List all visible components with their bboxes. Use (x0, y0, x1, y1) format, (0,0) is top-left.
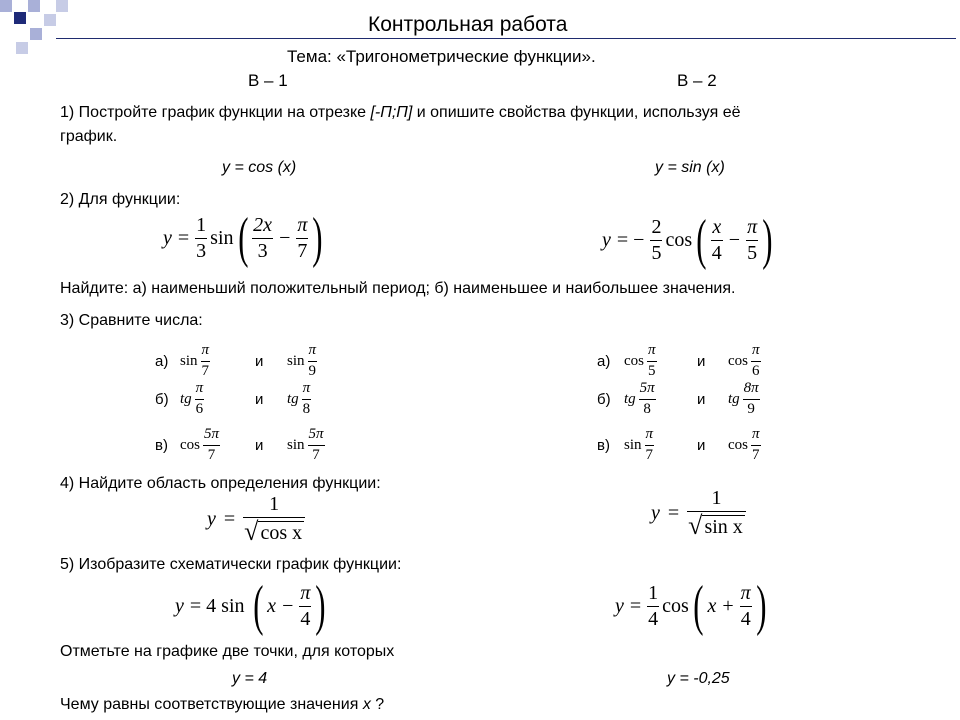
right-paren: ) (755, 575, 767, 637)
angle-fraction: $\frac{\pi}{9}$ (308, 342, 317, 379)
function-name: cos (662, 594, 689, 617)
function-name: tg (180, 390, 192, 407)
task-5-v1-condition: y = 4 (232, 670, 268, 687)
right-paren: ) (315, 575, 326, 637)
angle-fraction: $\frac{\pi}{7}$ (201, 342, 210, 379)
equals-sign: = (223, 507, 236, 530)
function-name: tg (287, 390, 299, 407)
task-5-question (60, 696, 384, 714)
sqrt-icon: √ (688, 511, 703, 540)
comparison-row (155, 342, 317, 380)
task-5-v2-formula (615, 575, 770, 637)
angle-fraction: $\frac{\pi}{5}$ (648, 342, 656, 379)
second-term (728, 427, 761, 464)
amplitude-and-function: = 4 sin (189, 594, 245, 617)
coefficient-fraction: $\frac{1}{4}$ (648, 581, 659, 630)
reciprocal-sqrt-fraction: $\frac{1}{\text{√ cos x}}$ (243, 494, 305, 544)
comparison-letter: в) (155, 436, 168, 454)
angle-fraction: $\frac{5\pi}{7}$ (204, 426, 220, 463)
angle-fraction: $\frac{8\pi}{9}$ (743, 380, 759, 417)
function-name: sin (210, 226, 234, 249)
var-x: x (267, 594, 277, 617)
var-y: y (651, 501, 660, 524)
minus-sign: − (728, 228, 741, 251)
var-y: y (615, 594, 624, 617)
pi-fraction: $\frac{\pi}{4}$ (300, 581, 311, 630)
function-name: sin (624, 436, 642, 453)
left-paren: ( (693, 575, 704, 637)
comparison-row (597, 380, 759, 418)
task-5-v2-condition: y = -0,25 (667, 670, 730, 687)
comparison-row (597, 342, 760, 380)
task-2-v2-formula (602, 209, 777, 271)
topic-line: Тема: «Тригонометрические функции». (287, 47, 596, 66)
task-4-label: 4) Найдите область определения функции: (60, 475, 381, 492)
pi-fraction: $\frac{\pi}{4}$ (740, 581, 751, 630)
argument-fraction: $\frac{2x}{3}$ (253, 213, 273, 262)
comparison-letter: а) (155, 352, 169, 370)
function-name: tg (624, 390, 636, 407)
and-word: и (697, 352, 706, 370)
equals-minus-sign: = − (616, 228, 645, 251)
function-name: tg (728, 390, 740, 407)
left-paren: ( (696, 209, 707, 271)
task-1-text-start: 1) Постройте график функции на отрезке (60, 104, 371, 121)
right-paren: ) (312, 207, 323, 269)
header-rule (56, 38, 956, 39)
task-3-label: 3) Сравните числа: (60, 312, 203, 329)
var-y: y (163, 226, 172, 249)
task-1-text-end: и опишите свойства функции, используя её (412, 104, 741, 121)
equals-sign: = (629, 594, 642, 617)
decor-square (16, 42, 28, 54)
task-5-question-var: x (362, 696, 371, 713)
and-word: и (697, 436, 706, 454)
minus-sign: − (279, 226, 291, 249)
angle-fraction: $\frac{5\pi}{8}$ (639, 380, 655, 417)
comparison-row (155, 380, 311, 418)
second-term (287, 381, 311, 418)
task-4-v2-formula (651, 488, 746, 538)
and-word: и (697, 390, 706, 408)
task-5-question-text: Чему равны соответствующие значения (60, 696, 363, 713)
task-1-v2-function: y = sin (x) (655, 159, 725, 176)
task-4-v1-formula (207, 494, 305, 544)
function-name: sin (287, 352, 305, 369)
left-paren: ( (252, 575, 263, 637)
task-1-segment: [-П;П] (370, 104, 413, 121)
task-5-v1-formula (175, 575, 330, 637)
var-x: x (707, 594, 717, 617)
coefficient-fraction: $\frac{1}{3}$ (196, 213, 207, 262)
page-title: Контрольная работа (368, 13, 568, 36)
angle-fraction: $\frac{\pi}{7}$ (752, 426, 760, 463)
comparison-row (597, 426, 760, 464)
variant-1-label: В – 1 (248, 71, 288, 90)
function-name: cos (624, 352, 644, 369)
task-2-find: Найдите: а) наименьший положительный период; б) наименьшее и наибольшее значения. (60, 280, 736, 297)
decor-square (28, 0, 40, 12)
function-name: cos (728, 352, 748, 369)
second-term (287, 427, 325, 464)
pi-fraction: $\frac{\pi}{5}$ (747, 215, 758, 264)
task-1-text-line2: график. (60, 128, 118, 145)
function-name: cos (665, 228, 693, 251)
task-1-text (60, 104, 741, 122)
coefficient-fraction: $\frac{2}{5}$ (651, 215, 662, 264)
second-term (287, 343, 317, 380)
function-name: sin (287, 436, 305, 453)
comparison-letter: а) (597, 352, 611, 370)
equals-sign: = (667, 501, 680, 524)
angle-fraction: $\frac{\pi}{7}$ (645, 426, 654, 463)
left-paren: ( (237, 207, 248, 269)
function-name: cos (728, 436, 748, 453)
task-5-label: 5) Изобразите схематически график функции: (60, 556, 402, 573)
angle-fraction: $\frac{\pi}{6}$ (195, 380, 204, 417)
angle-fraction: $\frac{\pi}{6}$ (752, 342, 760, 379)
sqrt-radicand: sin x (704, 516, 743, 538)
minus-sign: − (282, 594, 294, 617)
decor-square (56, 0, 68, 12)
var-y: y (175, 594, 184, 617)
task-5-mark-text: Отметьте на графике две точки, для которых (60, 643, 395, 660)
decor-square (44, 14, 56, 26)
angle-fraction: $\frac{\pi}{8}$ (302, 380, 311, 417)
var-y: y (602, 228, 611, 251)
task-2-label: 2) Для функции: (60, 191, 181, 208)
plus-sign: + (722, 594, 734, 617)
comparison-letter: в) (597, 436, 610, 454)
second-term (728, 381, 760, 418)
and-word: и (255, 436, 264, 454)
decor-square (0, 0, 12, 12)
comparison-row (155, 426, 324, 464)
right-paren: ) (762, 209, 773, 271)
variant-2-label: В – 2 (677, 71, 717, 90)
and-word: и (255, 352, 264, 370)
decor-square (14, 12, 26, 24)
argument-fraction: $\frac{x}{4}$ (711, 215, 722, 264)
and-word: и (255, 390, 264, 408)
task-1-v1-function: y = cos (x) (222, 159, 297, 176)
sqrt-radicand: cos x (260, 522, 303, 544)
function-name: sin (180, 352, 198, 369)
equals-sign: = (177, 226, 190, 249)
comparison-letter: б) (597, 390, 611, 408)
second-term (728, 343, 761, 380)
sqrt-icon: √ (244, 517, 259, 546)
angle-fraction: $\frac{5\pi}{7}$ (308, 426, 324, 463)
task-2-v1-formula (163, 207, 327, 269)
decor-square (30, 28, 42, 40)
reciprocal-sqrt-fraction: $\frac{1}{\text{√ sin x}}$ (687, 488, 746, 538)
task-5-question-end: ? (370, 696, 385, 713)
pi-fraction: $\frac{\pi}{7}$ (297, 213, 308, 262)
comparison-letter: б) (155, 390, 169, 408)
function-name: cos (180, 436, 200, 453)
var-y: y (207, 507, 216, 530)
